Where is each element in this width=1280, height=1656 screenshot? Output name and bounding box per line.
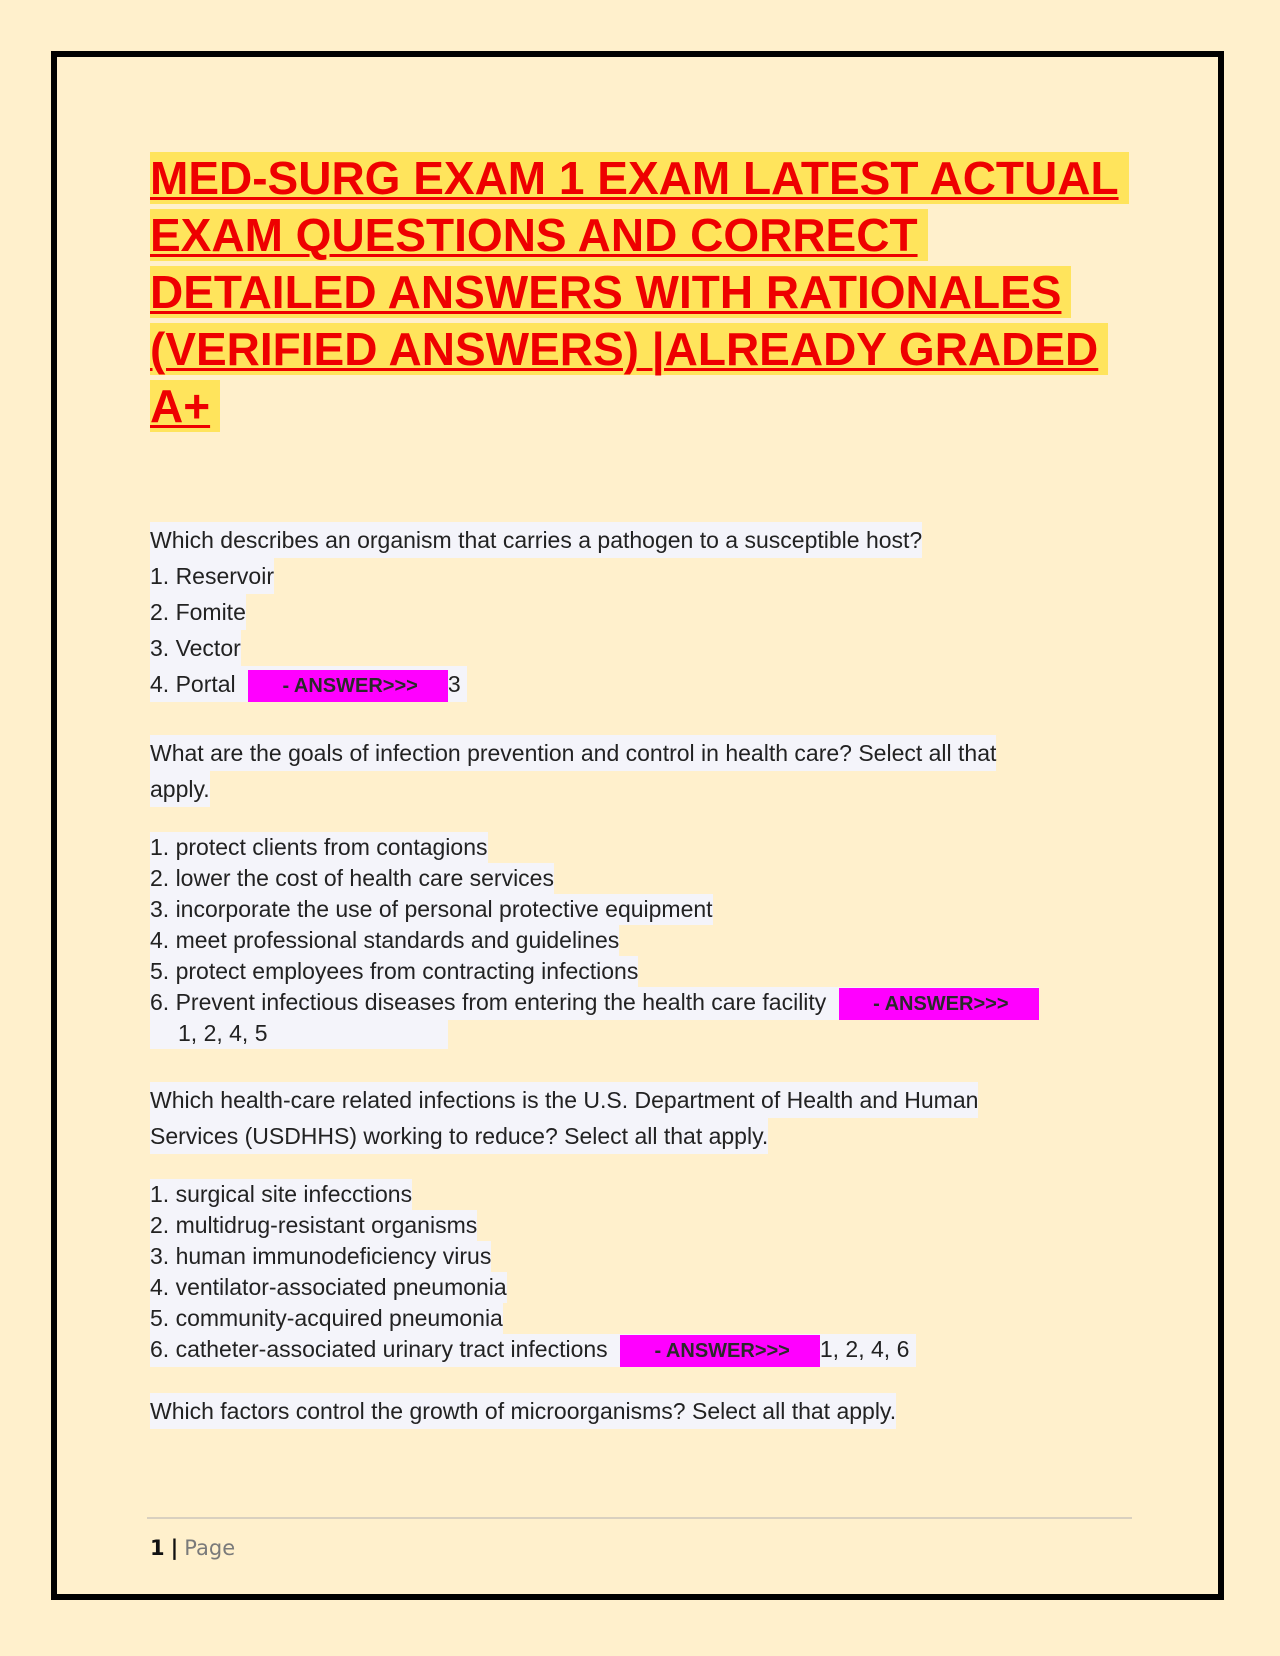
option-item: 4. Portal <box>150 671 236 697</box>
question-text: Which describes an organism that carries a pathogen to a susceptible host? <box>150 522 922 558</box>
title-line: MED-SURG EXAM 1 EXAM LATEST ACTUAL <box>150 152 1129 204</box>
page-footer <box>150 1536 235 1560</box>
title-line: (VERIFIED ANSWERS) |ALREADY GRADED <box>150 323 1108 375</box>
document-body <box>150 150 1135 1429</box>
answer-value: 1, 2, 4, 5 <box>150 1018 448 1049</box>
question-block-4 <box>150 1393 1135 1429</box>
question-text: Services (USDHHS) working to reduce? Select all that apply. <box>150 1118 768 1154</box>
answer-tag: - ANSWER>>> <box>620 1335 819 1367</box>
answer-tag: - ANSWER>>> <box>839 988 1038 1020</box>
title-line: DETAILED ANSWERS WITH RATIONALES <box>150 266 1071 318</box>
option-item: 6. catheter-associated urinary tract infections <box>150 1336 608 1362</box>
option-item: 5. community-acquired pneumonia <box>150 1303 503 1334</box>
option-item: 2. Fomite <box>150 594 246 630</box>
option-item: 1. protect clients from contagions <box>150 832 488 863</box>
question-text: apply. <box>150 771 210 807</box>
page-label: Page <box>184 1536 236 1560</box>
option-item: 4. meet professional standards and guidelines <box>150 925 619 956</box>
title-line: EXAM QUESTIONS AND CORRECT <box>150 209 928 261</box>
answer-value: 1, 2, 4, 6 <box>819 1336 910 1362</box>
page-number: 1 <box>150 1536 165 1560</box>
document-title <box>150 150 1135 435</box>
footer-separator: | <box>170 1536 179 1560</box>
option-item: 1. Reservoir <box>150 558 274 594</box>
question-text: Which factors control the growth of microorganisms? Select all that apply. <box>150 1393 896 1429</box>
footer-divider <box>147 1517 1132 1519</box>
option-item: 5. protect employees from contracting infections <box>150 956 638 987</box>
answer-tag: - ANSWER>>> <box>248 670 447 702</box>
answer-value: 3 <box>447 671 461 697</box>
title-line: A+ <box>150 380 220 432</box>
option-item: 4. ventilator-associated pneumonia <box>150 1272 507 1303</box>
question-text: Which health-care related infections is the U.S. Department of Health and Human <box>150 1082 978 1118</box>
question-block-2 <box>150 735 1135 1049</box>
option-item: 3. incorporate the use of personal protective equipment <box>150 894 713 925</box>
option-item: 2. lower the cost of health care services <box>150 863 554 894</box>
question-block-3 <box>150 1082 1135 1365</box>
question-block-1 <box>150 522 1135 702</box>
option-item: 3. human immunodeficiency virus <box>150 1241 491 1272</box>
option-item: 6. Prevent infectious diseases from entering the health care facility <box>150 989 827 1015</box>
option-item: 1. surgical site infecctions <box>150 1179 412 1210</box>
question-text: What are the goals of infection prevention and control in health care? Select all that <box>150 735 996 771</box>
option-item: 2. multidrug-resistant organisms <box>150 1210 477 1241</box>
option-item: 3. Vector <box>150 630 241 666</box>
